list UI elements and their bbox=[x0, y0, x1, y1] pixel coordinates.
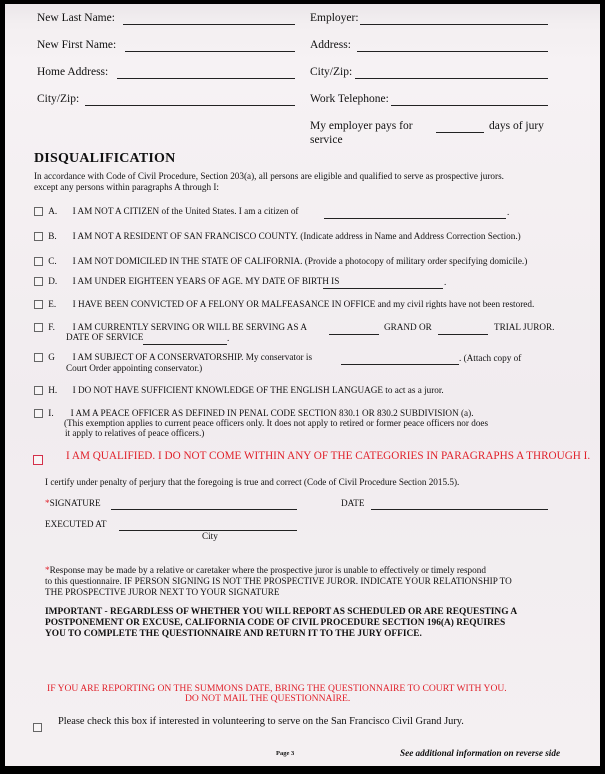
item-i-line2: (This exemption applies to current peace officers only. It does not apply to retired or former peace officers nor does bbox=[64, 418, 489, 428]
item-f-date-of-service-label: DATE OF SERVICE bbox=[66, 332, 144, 342]
disqualification-intro-line2: except any persons within paragraphs A through I: bbox=[34, 182, 219, 192]
home-address-field[interactable] bbox=[117, 78, 295, 79]
item-h-checkbox[interactable] bbox=[34, 386, 43, 395]
item-f-letter: F. bbox=[48, 322, 55, 332]
qualified-row bbox=[33, 451, 43, 469]
item-d-date-of-birth-field[interactable] bbox=[323, 288, 443, 289]
item-f-grand-or: GRAND OR bbox=[384, 322, 432, 332]
home-address-label: Home Address: bbox=[37, 66, 109, 78]
employer-label: Employer: bbox=[310, 12, 359, 24]
item-g-letter: G bbox=[48, 352, 55, 362]
item-h-text: I DO NOT HAVE SUFFICIENT KNOWLEDGE OF THE ENGLISH LANGUAGE to act as a juror. bbox=[72, 385, 444, 395]
item-f-trial-juror-field[interactable] bbox=[438, 334, 488, 335]
item-f-date-of-service-field[interactable] bbox=[143, 344, 227, 345]
signature-asterisk: * bbox=[45, 498, 50, 508]
response-asterisk: * bbox=[45, 565, 50, 575]
signature-label-text: SIGNATURE bbox=[49, 498, 101, 508]
signature-label bbox=[45, 498, 101, 508]
item-a-text: I AM NOT A CITIZEN of the United States. I am a citizen of bbox=[72, 206, 299, 216]
see-reverse-note: See additional information on reverse side bbox=[400, 748, 561, 758]
item-i-letter: I. bbox=[48, 408, 54, 418]
item-c-checkbox[interactable] bbox=[34, 257, 43, 266]
volunteer-checkbox[interactable] bbox=[33, 723, 42, 732]
important-line2: POSTPONEMENT OR EXCUSE, CALIFORNIA CODE OF CIVIL PROCEDURE SECTION 196(A) REQUIRES bbox=[45, 618, 506, 628]
employer-pays-line2: service bbox=[310, 134, 343, 146]
item-d bbox=[34, 276, 339, 286]
item-i-checkbox[interactable] bbox=[34, 409, 43, 418]
item-a-period: . bbox=[507, 207, 510, 217]
item-g-checkbox[interactable] bbox=[34, 353, 43, 362]
new-last-name-label: New Last Name: bbox=[37, 12, 115, 24]
important-line1: IMPORTANT - REGARDLESS OF WHETHER YOU WILL REPORT AS SCHEDULED OR ARE REQUESTING A bbox=[45, 607, 518, 617]
item-g bbox=[34, 352, 312, 362]
item-d-text: I AM UNDER EIGHTEEN YEARS OF AGE. MY DATE OF BIRTH IS bbox=[72, 276, 340, 286]
item-b bbox=[34, 231, 521, 241]
questionnaire-page bbox=[5, 4, 600, 766]
volunteer-row bbox=[33, 718, 42, 736]
disqualification-intro-line1: In accordance with Code of Civil Procedure, Section 203(a), all persons are eligible and qualified to serve as prospective jurors. bbox=[34, 171, 504, 181]
item-b-text: I AM NOT A RESIDENT OF SAN FRANCISCO COUNTY. (Indicate address in Name and Address Correction Section.) bbox=[72, 231, 521, 241]
employer-pays-prefix: My employer pays for bbox=[310, 120, 413, 132]
item-c bbox=[34, 256, 527, 266]
item-e bbox=[34, 299, 534, 309]
new-first-name-field[interactable] bbox=[125, 51, 295, 52]
date-label: DATE bbox=[341, 498, 365, 508]
item-i-text: I AM A PEACE OFFICER AS DEFINED IN PENAL CODE SECTION 830.1 OR 830.2 SUBDIVISION (a). bbox=[70, 408, 474, 418]
work-telephone-field[interactable] bbox=[391, 105, 548, 106]
item-a-checkbox[interactable] bbox=[34, 207, 43, 216]
item-f-trial-juror: TRIAL JUROR. bbox=[494, 322, 555, 332]
item-e-checkbox[interactable] bbox=[34, 300, 43, 309]
response-line1-text: Response may be made by a relative or caretaker where the prospective juror is unable to effectively or timely respond bbox=[49, 565, 486, 575]
employer-address-field[interactable] bbox=[357, 51, 548, 52]
item-e-letter: E. bbox=[48, 299, 57, 309]
employer-pays-suffix: days of jury bbox=[489, 120, 544, 132]
item-i bbox=[34, 408, 474, 418]
volunteer-text: Please check this box if interested in volunteering to serve on the San Francisco Civil Grand Jury. bbox=[58, 716, 464, 727]
new-last-name-field[interactable] bbox=[123, 24, 295, 25]
item-f-grand-juror-field[interactable] bbox=[329, 334, 379, 335]
important-line3: YOU TO COMPLETE THE QUESTIONNAIRE AND RETURN IT TO THE JURY OFFICE. bbox=[45, 629, 422, 639]
item-d-checkbox[interactable] bbox=[34, 277, 43, 286]
item-h bbox=[34, 385, 444, 395]
employer-pays-days-field[interactable] bbox=[436, 132, 484, 133]
qualified-text: I AM QUALIFIED. I DO NOT COME WITHIN ANY OF THE CATEGORIES IN PARAGRAPHS A THROUGH I. bbox=[66, 450, 591, 462]
item-f-period: . bbox=[227, 333, 230, 343]
executed-at-label: EXECUTED AT bbox=[45, 519, 107, 529]
item-d-letter: D. bbox=[48, 276, 58, 286]
item-c-letter: C. bbox=[48, 256, 57, 266]
item-i-line3: it apply to relatives of peace officers.) bbox=[65, 428, 205, 438]
employer-city-zip-field[interactable] bbox=[355, 78, 548, 79]
city-zip-field[interactable] bbox=[85, 105, 295, 106]
page-number: Page 3 bbox=[276, 750, 295, 757]
city-caption: City bbox=[202, 531, 218, 541]
item-f bbox=[34, 322, 307, 332]
reporting-notice-line1: IF YOU ARE REPORTING ON THE SUMMONS DATE, BRING THE QUESTIONNAIRE TO COURT WITH YOU. bbox=[47, 683, 507, 694]
qualified-checkbox[interactable] bbox=[33, 455, 43, 465]
item-f-text: I AM CURRENTLY SERVING OR WILL BE SERVING AS A bbox=[72, 322, 307, 332]
item-c-text: I AM NOT DOMICILED IN THE STATE OF CALIFORNIA. (Provide a photocopy of military order specifying domicile.) bbox=[72, 256, 528, 266]
item-h-letter: H. bbox=[48, 385, 58, 395]
response-note-line1 bbox=[45, 565, 486, 575]
reporting-notice-line2: DO NOT MAIL THE QUESTIONNAIRE. bbox=[185, 693, 351, 704]
response-note-line2: to this questionnaire. IF PERSON SIGNING IS NOT THE PROSPECTIVE JUROR. INDICATE YOUR RELATIONSHIP TO bbox=[45, 576, 512, 586]
employer-field[interactable] bbox=[360, 24, 548, 25]
certify-text: I certify under penalty of perjury that the foregoing is true and correct (Code of Civil Procedure Section 2015.5). bbox=[45, 477, 460, 487]
employer-city-zip-label: City/Zip: bbox=[310, 66, 353, 78]
employer-address-label: Address: bbox=[310, 39, 351, 51]
date-field[interactable] bbox=[371, 509, 548, 510]
item-d-period: . bbox=[444, 277, 447, 287]
new-first-name-label: New First Name: bbox=[37, 39, 117, 51]
item-g-line2: Court Order appointing conservator.) bbox=[66, 363, 203, 373]
work-telephone-label: Work Telephone: bbox=[310, 93, 389, 105]
item-b-letter: B. bbox=[48, 231, 57, 241]
item-g-text: I AM SUBJECT OF A CONSERVATORSHIP. My conservator is bbox=[72, 352, 313, 362]
item-a-letter: A. bbox=[48, 206, 58, 216]
item-f-checkbox[interactable] bbox=[34, 323, 43, 332]
signature-field[interactable] bbox=[111, 509, 297, 510]
disqualification-heading: DISQUALIFICATION bbox=[34, 151, 176, 166]
item-a bbox=[34, 206, 299, 216]
item-g-attach: . (Attach copy of bbox=[459, 353, 522, 363]
item-e-text: I HAVE BEEN CONVICTED OF A FELONY OR MALFEASANCE IN OFFICE and my civil rights have not been restored. bbox=[72, 299, 535, 309]
item-g-conservator-field[interactable] bbox=[341, 364, 459, 365]
item-b-checkbox[interactable] bbox=[34, 232, 43, 241]
city-zip-label: City/Zip: bbox=[37, 93, 80, 105]
item-a-citizen-of-field[interactable] bbox=[324, 218, 506, 219]
response-note-line3: THE PROSPECTIVE JUROR NEXT TO YOUR SIGNATURE bbox=[45, 587, 280, 597]
